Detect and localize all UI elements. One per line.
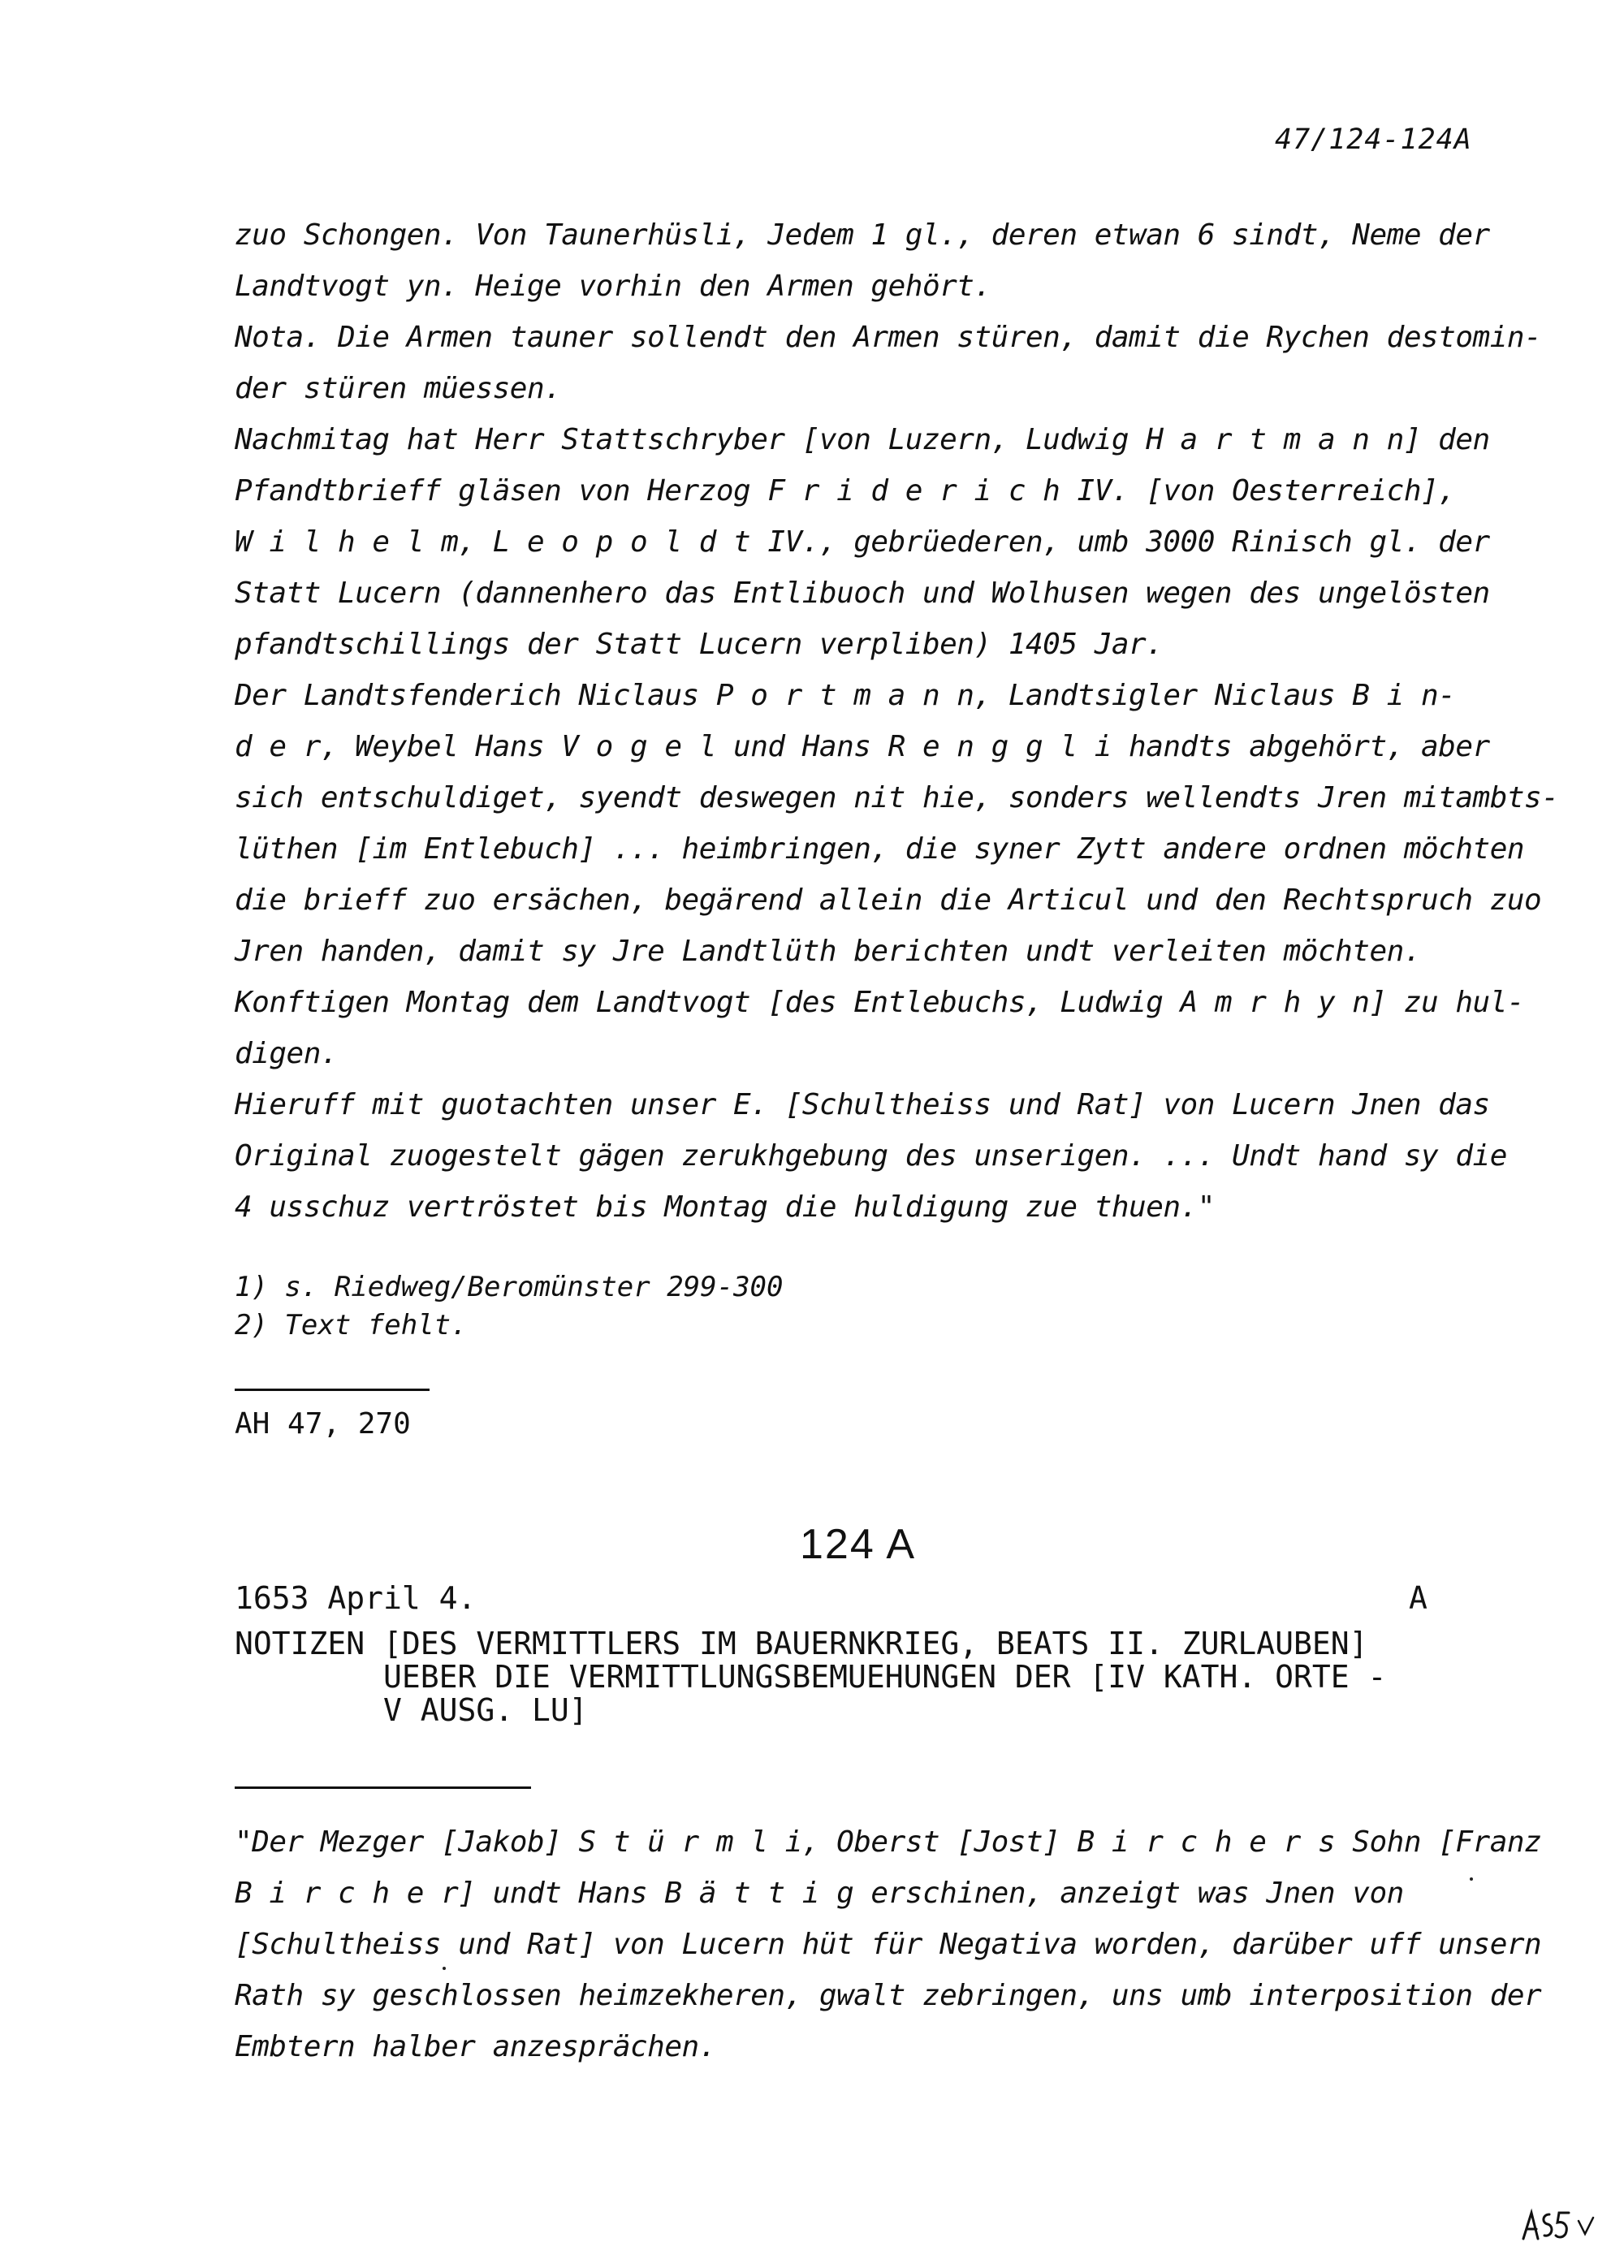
body-line: digen. <box>235 1037 339 1070</box>
body-line: 4 usschuz vertröstet bis Montag die huldigung zue thuen." <box>235 1190 1215 1224</box>
body-line: Original zuogestelt gägen zerukhgebung des unserigen. ... Undt hand sy die <box>235 1139 1507 1173</box>
document-number: 124 A <box>800 1521 917 1568</box>
quote-line: B i r c h e r] undt Hans B ä t t i g erschinen, anzeigt was Jnen von <box>235 1877 1404 1910</box>
speck-mark <box>1470 1877 1473 1881</box>
body-line: der stüren müessen. <box>235 372 562 405</box>
body-line: Jren handen, damit sy Jre Landtlüth berichten undt verleiten möchten. <box>235 935 1421 968</box>
quote-line: [Schultheiss und Rat] von Lucern hüt für Negativa worden, darüber uff unsern <box>235 1928 1542 1961</box>
footnotes <box>235 1268 1453 1345</box>
divider-rule <box>235 1786 531 1789</box>
title-line: UEBER DIE VERMITTLUNGSBEMUEHUNGEN DER [IV KATH. ORTE - <box>383 1659 1387 1695</box>
footnote: 2) Text fehlt. <box>235 1309 468 1341</box>
title-line: V AUSG. LU] <box>383 1692 588 1728</box>
source-reference: AH 47, 270 <box>235 1407 411 1441</box>
body-line: Statt Lucern (dannenhero das Entlibuoch und Wolhusen wegen des ungelösten <box>235 577 1490 610</box>
quote-line: "Der Mezger [Jakob] S t ü r m l i, Oberst [Jost] B i r c h e r s Sohn [Franz <box>235 1825 1542 1859</box>
body-line: Hieruff mit guotachten unser E. [Schultheiss und Rat] von Lucern Jnen das <box>235 1088 1490 1121</box>
page-reference: 47/124-124A <box>1275 123 1472 156</box>
body-line: lüthen [im Entlebuch] ... heimbringen, die syner Zytt andere ordnen möchten <box>235 832 1525 866</box>
divider-rule <box>235 1389 430 1391</box>
document-title <box>235 1627 1550 1727</box>
quoted-text <box>235 1817 1542 2072</box>
title-line: NOTIZEN [DES VERMITTLERS IM BAUERNKRIEG, BEATS II. ZURLAUBEN] <box>235 1626 1368 1661</box>
body-line: sich entschuldiget, syendt deswegen nit hie, sonders wellendts Jren mitambts- <box>235 781 1559 814</box>
body-line: Der Landtsfenderich Niclaus P o r t m a n n, Landtsigler Niclaus B i n- <box>235 679 1456 712</box>
footnote: 1) s. Riedweg/Beromünster 299-300 <box>235 1271 784 1303</box>
body-line: W i l h e l m, L e o p o l d t IV., gebrüederen, umb 3000 Rinisch gl. der <box>235 525 1490 559</box>
quote-line: Embtern halber anzesprächen. <box>235 2030 716 2063</box>
body-line: zuo Schongen. Von Taunerhüsli, Jedem 1 gl., deren etwan 6 sindt, Neme der <box>235 218 1490 252</box>
transcription-body <box>235 210 1559 1233</box>
body-line: Nota. Die Armen tauner sollendt den Armen stüren, damit die Rychen destomin- <box>235 321 1542 354</box>
quote-line: Rath sy geschlossen heimzekheren, gwalt zebringen, uns umb interposition der <box>235 1979 1542 2012</box>
body-line: Pfandtbrieff gläsen von Herzog F r i d e r i c h IV. [von Oesterreich], <box>235 474 1456 508</box>
handwritten-folio-mark <box>1520 2203 1601 2244</box>
body-line: Landtvogt yn. Heige vorhin den Armen gehört. <box>235 270 991 303</box>
document-letter: A <box>1409 1580 1427 1616</box>
body-line: pfandtschillings der Statt Lucern verpliben) 1405 Jar. <box>235 628 1164 661</box>
body-line: die brieff zuo ersächen, begärend allein die Articul und den Rechtspruch zuo <box>235 883 1542 917</box>
body-line: Konftigen Montag dem Landtvogt [des Entlebuchs, Ludwig A m r h y n] zu hul- <box>235 986 1525 1019</box>
speck-mark <box>443 1967 446 1970</box>
body-line: d e r, Weybel Hans V o g e l und Hans R e n g g l i handts abgehört, aber <box>235 730 1490 763</box>
document-date: 1653 April 4. <box>235 1580 477 1616</box>
body-line: Nachmitag hat Herr Stattschryber [von Luzern, Ludwig H a r t m a n n] den <box>235 423 1490 456</box>
